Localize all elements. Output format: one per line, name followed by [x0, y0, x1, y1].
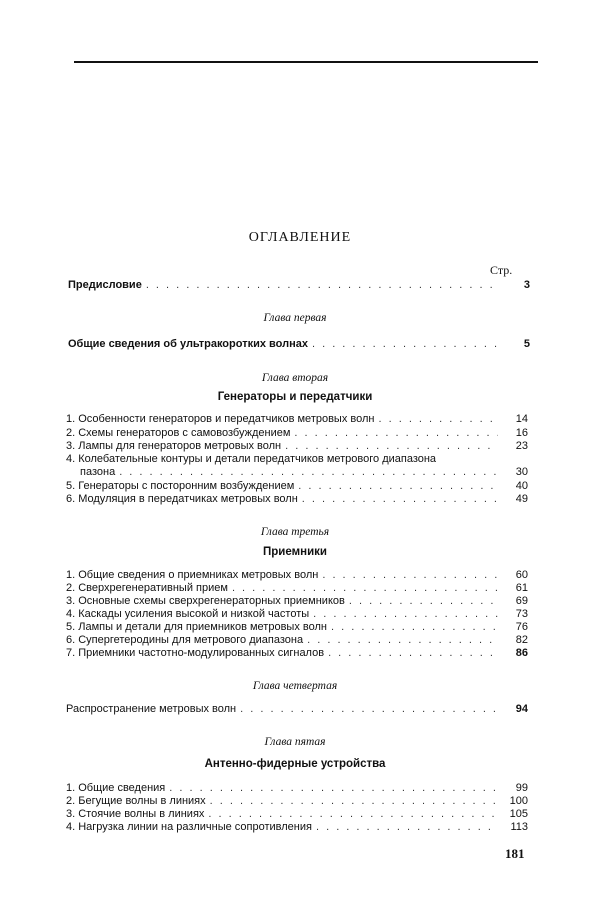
toc-entry[interactable]: Общие сведения об ультракоротких волнах . . . 5 — [68, 338, 530, 351]
top-rule — [74, 61, 538, 63]
toc-entry[interactable]: 3. Основные схемы сверхрегенераторных приемников . . . 69 — [66, 595, 528, 608]
toc-entry-preface[interactable] — [68, 279, 530, 292]
toc-entry[interactable]: пазона . . . 30 — [66, 466, 528, 479]
chapter-4-label: Глава четвертая — [252, 680, 338, 692]
chapter-1-label: Глава первая — [263, 312, 327, 324]
toc-entry[interactable]: 2. Бегущие волны в линиях . . . 100 — [66, 795, 528, 808]
toc-entry[interactable]: 2. Сверхрегенеративный прием . . . 61 — [66, 582, 528, 595]
toc-entry[interactable]: 5. Генераторы с посторонним возбуждением . . . 40 — [66, 480, 528, 493]
chapter-5-label: Глава пятая — [264, 736, 326, 748]
toc-entry[interactable]: 4. Каскады усиления высокой и низкой частоты . . . 73 — [66, 608, 528, 621]
page-column-label: Стр. — [490, 263, 513, 277]
toc-entry[interactable]: 1. Особенности генераторов и передатчиков метровых волн . . . 14 — [66, 413, 528, 426]
toc-entry[interactable]: 4. Колебательные контуры и детали передатчиков метрового диапазона — [66, 453, 437, 465]
toc-entry[interactable]: 3. Стоячие волны в линиях . . . 105 — [66, 808, 528, 821]
chapter-3-label: Глава третья — [260, 526, 330, 538]
toc-entry-page: 3 — [523, 279, 530, 291]
chapter-2-section: Генераторы и передатчики — [217, 391, 373, 403]
toc-entry[interactable]: 3. Лампы для генераторов метровых волн . . . 23 — [66, 440, 528, 453]
toc-entry[interactable]: 6. Модуляция в передатчиках метровых волн . . . 49 — [66, 493, 528, 506]
chapter-2-label: Глава вторая — [261, 372, 329, 384]
chapter-5-section: Антенно-фидерные устройства — [204, 758, 386, 770]
toc-entry-text: Предисловие — [68, 279, 142, 291]
toc-entry[interactable]: 1. Общие сведения . . . 99 — [66, 782, 528, 795]
toc-entry[interactable]: 1. Общие сведения о приемниках метровых волн . . . 60 — [66, 569, 528, 582]
toc-entry[interactable]: 7. Приемники частотно-модулированных сигналов . . . 86 — [66, 647, 528, 660]
toc-entry[interactable]: Распространение метровых волн . . . 94 — [66, 703, 528, 716]
toc-entry[interactable]: 2. Схемы генераторов с самовозбуждением . . . 16 — [66, 427, 528, 440]
toc-entry[interactable]: 4. Нагрузка линии на различные сопротивления . . . 113 — [66, 821, 528, 834]
page-number: 181 — [505, 846, 525, 861]
toc-entry[interactable]: 6. Супергетеродины для метрового диапазона . . . 82 — [66, 634, 528, 647]
toc-entry[interactable]: 5. Лампы и детали для приемников метровых волн . . . 76 — [66, 621, 528, 634]
chapter-3-section: Приемники — [263, 546, 327, 558]
page-title: ОГЛАВЛЕНИЕ — [248, 230, 352, 245]
